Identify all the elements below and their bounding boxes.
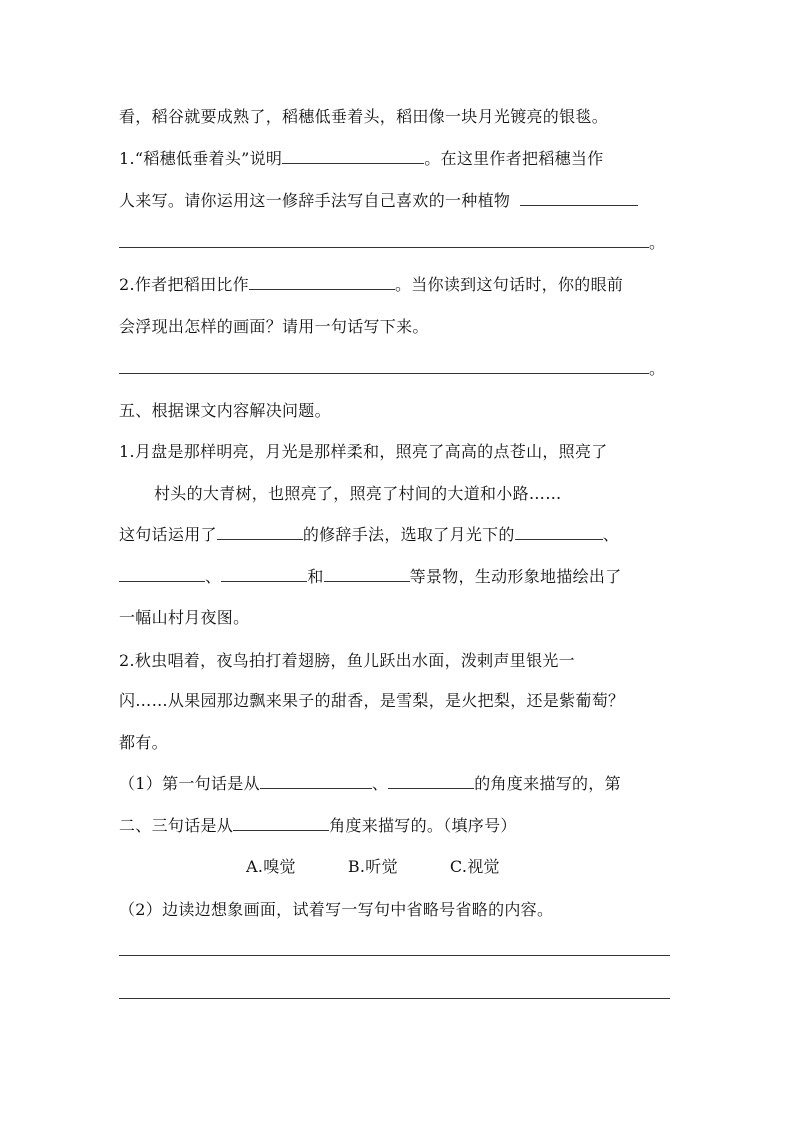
question-2-line-3: [119, 358, 665, 380]
section-5-q1-quote-line-1: [119, 441, 608, 463]
answer-blank-sense-1[interactable]: [260, 774, 372, 789]
section-5-q1-line-3: [119, 607, 249, 629]
sub-question-2-line: [119, 899, 553, 921]
sub-question-1-line-1: [119, 773, 621, 795]
question-1-line-3: [119, 232, 665, 254]
answer-blank-scene-1[interactable]: [515, 525, 603, 540]
text: 的修辞手法，选取了月光下的: [302, 525, 515, 544]
answer-blank-sense-3[interactable]: [233, 816, 329, 831]
text: 1.“稻穗低垂着头”说明: [119, 149, 283, 168]
text: 都有。: [119, 733, 168, 752]
answer-blank-rhetoric[interactable]: [217, 525, 303, 540]
section-5-q2-quote-line-2: [119, 690, 624, 712]
question-1-line-1: [119, 148, 604, 170]
answer-blank-compare[interactable]: [249, 275, 395, 290]
choice-c: C.视觉: [449, 857, 500, 876]
text: 。: [649, 359, 666, 378]
text: 看，稻谷就要成熟了，稻穗低垂着头，稻田像一块月光镀亮的银毯。: [119, 107, 609, 126]
text: 一幅山村月夜图。: [119, 608, 250, 627]
question-1-line-2: [119, 190, 638, 212]
text: 、: [205, 567, 222, 586]
answer-blank-meaning[interactable]: [282, 149, 424, 164]
answer-blank-sense-2[interactable]: [388, 774, 474, 789]
text: 。: [649, 233, 666, 252]
text: 这句话运用了: [119, 525, 217, 544]
section-5-q2-quote-line-3: [119, 732, 168, 754]
answer-blank-scene-4[interactable]: [324, 567, 410, 582]
answer-blank-plant-sentence[interactable]: [119, 233, 649, 248]
text: 、: [602, 525, 620, 544]
section-5-q1-line-1: [119, 524, 619, 546]
text: （2）边读边想象画面，试着写一写句中省略号省略的内容。: [119, 900, 554, 919]
answer-blank-scene-2[interactable]: [119, 567, 205, 582]
passage-sentence-line: [119, 106, 608, 128]
choice-a: A.嗅觉: [246, 857, 296, 876]
text: 五、根据课文内容解决问题。: [119, 401, 331, 420]
answer-blank-plant-start[interactable]: [520, 191, 638, 206]
text: 人来写。请你运用这一修辞手法写自己喜欢的一种植物: [119, 191, 511, 210]
text: 、: [371, 774, 389, 793]
text: 的角度来描写的，第: [474, 774, 621, 793]
text: 闪……从果园那边飘来果子的甜香，是雪梨，是火把梨，还是紫葡萄？: [119, 691, 625, 710]
answer-blank-scene-3[interactable]: [221, 567, 307, 582]
text: 2.秋虫唱着，夜鸟拍打着翅膀，鱼儿跃出水面，泼剌声里银光一: [119, 651, 575, 670]
answer-line-2[interactable]: [119, 998, 670, 999]
section-5-q1-quote-line-2: [154, 483, 562, 505]
section-5-q2-quote-line-1: [119, 650, 575, 672]
sub-question-1-line-2: [119, 815, 517, 837]
text: 会浮现出怎样的画面？请用一句话写下来。: [119, 317, 429, 336]
section-5-q1-line-2: [119, 566, 622, 588]
text: （1）第一句话是从: [119, 774, 260, 793]
section-5-heading: [119, 400, 331, 422]
question-2-line-1: [119, 274, 623, 296]
choice-b: B.听觉: [347, 857, 398, 876]
text: 和: [307, 567, 324, 586]
text: 。当你读到这句话时，你的眼前: [394, 275, 624, 294]
text: 1.月盘是那样明亮，月光是那样柔和，照亮了高高的点苍山，照亮了: [119, 442, 608, 461]
choice-options: [246, 856, 500, 878]
text: 村头的大青树，也照亮了，照亮了村间的大道和小路……: [154, 484, 562, 503]
text: 2.作者把稻田比作: [119, 275, 249, 294]
text: 角度来描写的。（填序号）: [329, 816, 517, 835]
text: 二、三句话是从: [119, 816, 234, 835]
answer-line-1[interactable]: [119, 955, 670, 956]
question-2-line-2: [119, 316, 429, 338]
text: 。在这里作者把稻穗当作: [424, 149, 604, 168]
answer-blank-picture-sentence[interactable]: [119, 359, 649, 374]
text: 等景物，生动形象地描绘出了: [409, 567, 622, 586]
